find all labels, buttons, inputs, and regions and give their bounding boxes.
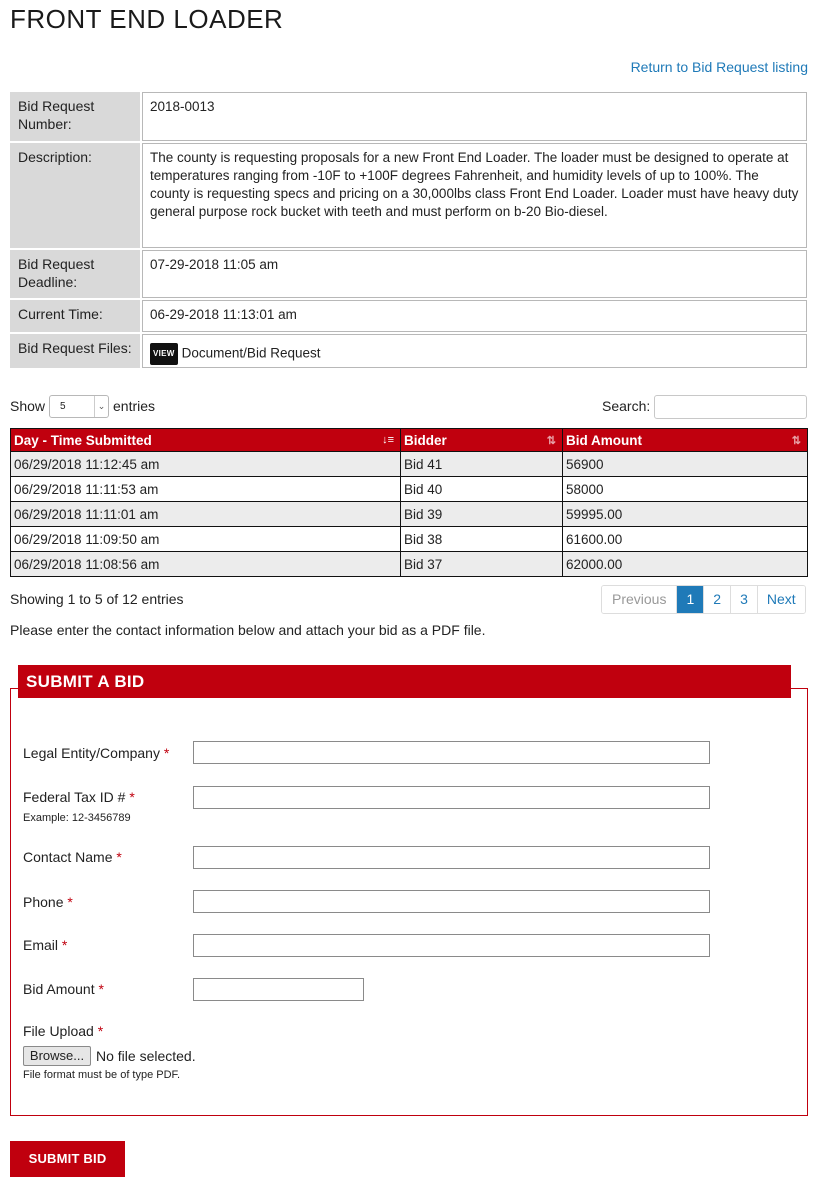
browse-button[interactable]: Browse... bbox=[23, 1046, 91, 1066]
entries-length-value: 5 bbox=[60, 401, 66, 412]
bid-amount-label: Bid Amount * bbox=[23, 981, 104, 997]
info-row-deadline bbox=[10, 250, 807, 298]
search-input[interactable] bbox=[654, 395, 807, 419]
info-label: Description: bbox=[10, 143, 140, 248]
table-info: Showing 1 to 5 of 12 entries bbox=[10, 591, 184, 607]
cell-bidder: Bid 39 bbox=[401, 502, 563, 527]
info-label: Bid Request Number: bbox=[10, 92, 140, 141]
file-upload-label: File Upload * bbox=[23, 1023, 104, 1039]
table-row bbox=[11, 502, 808, 527]
pagination-page-2[interactable]: 2 bbox=[703, 586, 730, 613]
info-value: 2018-0013 bbox=[142, 92, 807, 141]
cell-bidder: Bid 37 bbox=[401, 552, 563, 577]
tax-id-input[interactable] bbox=[193, 786, 710, 809]
cell-amount: 59995.00 bbox=[563, 502, 808, 527]
sort-icon: ⇅ bbox=[791, 435, 801, 447]
info-row-current-time bbox=[10, 300, 807, 332]
file-format-hint: File format must be of type PDF. bbox=[23, 1069, 181, 1081]
info-label: Current Time: bbox=[10, 300, 140, 332]
pagination-previous[interactable]: Previous bbox=[602, 586, 676, 613]
phone-label: Phone * bbox=[23, 894, 73, 910]
info-row-number bbox=[10, 92, 807, 141]
pagination bbox=[601, 585, 806, 614]
entries-label: entries bbox=[113, 398, 156, 414]
cell-amount: 58000 bbox=[563, 477, 808, 502]
column-header-bidder[interactable]: Bidder ⇅ bbox=[401, 429, 563, 452]
cell-bidder: Bid 38 bbox=[401, 527, 563, 552]
cell-bidder: Bid 40 bbox=[401, 477, 563, 502]
return-to-listing-link[interactable]: Return to Bid Request listing bbox=[630, 59, 808, 75]
entries-length-select[interactable] bbox=[49, 395, 109, 418]
sort-icon: ⇅ bbox=[546, 435, 556, 447]
cell-amount: 62000.00 bbox=[563, 552, 808, 577]
cell-time: 06/29/2018 11:12:45 am bbox=[11, 452, 401, 477]
info-row-files bbox=[10, 334, 807, 368]
cell-amount: 61600.00 bbox=[563, 527, 808, 552]
column-header-time[interactable]: Day - Time Submitted ↓≡ bbox=[11, 429, 401, 452]
info-value bbox=[142, 334, 807, 368]
tax-id-hint: Example: 12-3456789 bbox=[23, 812, 131, 824]
bid-amount-input[interactable] bbox=[193, 978, 364, 1001]
file-status: No file selected. bbox=[96, 1048, 196, 1064]
cell-time: 06/29/2018 11:11:53 am bbox=[11, 477, 401, 502]
pagination-page-3[interactable]: 3 bbox=[730, 586, 757, 613]
cell-amount: 56900 bbox=[563, 452, 808, 477]
email-label: Email * bbox=[23, 937, 68, 953]
cell-time: 06/29/2018 11:09:50 am bbox=[11, 527, 401, 552]
phone-input[interactable] bbox=[193, 890, 710, 913]
search-label: Search: bbox=[602, 398, 651, 414]
company-input[interactable] bbox=[193, 741, 710, 764]
table-row bbox=[11, 552, 808, 577]
cell-bidder: Bid 41 bbox=[401, 452, 563, 477]
show-label: Show bbox=[10, 398, 46, 414]
sort-desc-icon: ↓≡ bbox=[382, 434, 394, 446]
instructions-text: Please enter the contact information below and attach your bid as a PDF file. bbox=[10, 622, 486, 638]
contact-label: Contact Name * bbox=[23, 849, 122, 865]
email-input[interactable] bbox=[193, 934, 710, 957]
chevron-down-icon: ⌄ bbox=[94, 396, 108, 417]
table-row bbox=[11, 527, 808, 552]
view-badge[interactable]: VIEW bbox=[150, 343, 178, 365]
info-value: 06-29-2018 11:13:01 am bbox=[142, 300, 807, 332]
info-row-description bbox=[10, 143, 807, 248]
cell-time: 06/29/2018 11:08:56 am bbox=[11, 552, 401, 577]
tax-id-label: Federal Tax ID # * bbox=[23, 789, 135, 805]
info-label: Bid Request Deadline: bbox=[10, 250, 140, 298]
company-label: Legal Entity/Company * bbox=[23, 745, 170, 761]
info-label: Bid Request Files: bbox=[10, 334, 140, 368]
cell-time: 06/29/2018 11:11:01 am bbox=[11, 502, 401, 527]
column-header-amount[interactable]: Bid Amount ⇅ bbox=[563, 429, 808, 452]
contact-input[interactable] bbox=[193, 846, 710, 869]
table-row bbox=[11, 452, 808, 477]
table-row bbox=[11, 477, 808, 502]
form-header: SUBMIT A BID bbox=[18, 665, 791, 698]
info-value: 07-29-2018 11:05 am bbox=[142, 250, 807, 298]
page-title: FRONT END LOADER bbox=[10, 4, 284, 34]
pagination-page-1[interactable]: 1 bbox=[676, 586, 703, 613]
document-link[interactable]: Document/Bid Request bbox=[181, 345, 321, 361]
pagination-next[interactable]: Next bbox=[757, 586, 805, 613]
bids-table bbox=[10, 428, 808, 577]
submit-bid-button[interactable]: SUBMIT BID bbox=[10, 1141, 125, 1177]
info-value: The county is requesting proposals for a new Front End Loader. The loader must be designed to operate at temperatures ranging from -10F to +100F degrees Fahrenheit, and humidity levels of up to 100%. The county is requesting specs and pricing on a 30,000lbs class Front End Loader. Loader must have heavy duty general purpose rock bucket with teeth and must perform on b-20 Bio-diesel. bbox=[142, 143, 807, 248]
